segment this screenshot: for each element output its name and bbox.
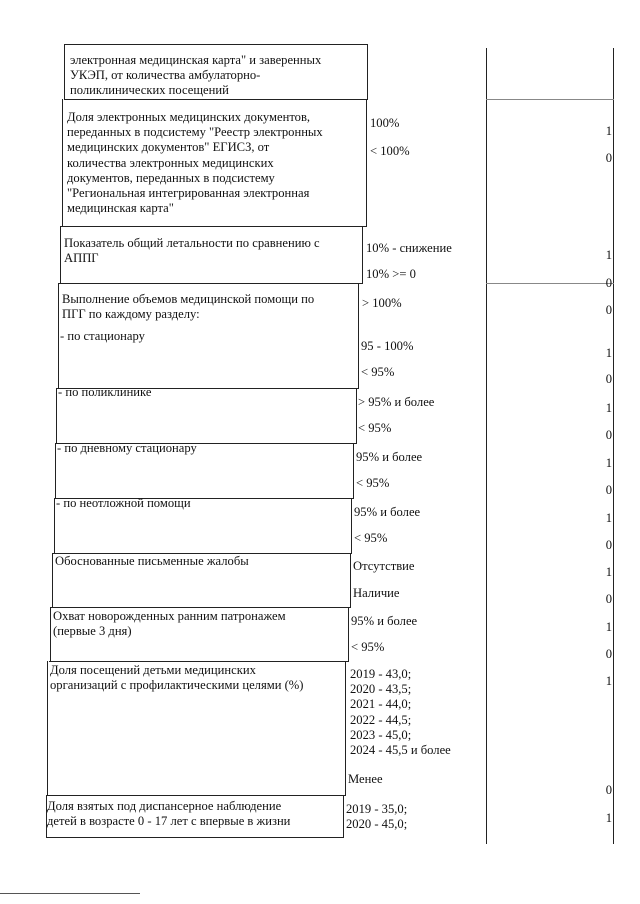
criterion-text: Отсутствие bbox=[353, 559, 415, 573]
indicator-text: - по неотложной помощи bbox=[56, 496, 191, 510]
criterion-text: 100% bbox=[370, 116, 400, 130]
score-value: 1 bbox=[605, 456, 612, 470]
criterion-text: 95% и более bbox=[354, 505, 421, 519]
score-value: 1 bbox=[605, 674, 612, 688]
criterion-text: > 95% и более bbox=[358, 395, 435, 409]
column-border bbox=[348, 607, 349, 662]
score-border bbox=[486, 99, 614, 100]
row-border bbox=[46, 837, 344, 838]
row-border bbox=[64, 44, 368, 45]
column-border bbox=[55, 443, 56, 499]
score-value: 1 bbox=[605, 565, 612, 579]
column-border bbox=[358, 283, 359, 389]
score-value: 0 bbox=[605, 647, 612, 661]
row-border bbox=[49, 661, 349, 662]
score-value: 0 bbox=[605, 783, 612, 797]
column-border bbox=[353, 443, 354, 499]
score-value: 1 bbox=[605, 811, 612, 825]
row-border bbox=[59, 283, 363, 284]
criterion-text: 95% и более bbox=[356, 450, 423, 464]
criterion-text: 10% >= 0 bbox=[366, 267, 416, 281]
column-border bbox=[47, 661, 48, 796]
column-border bbox=[350, 553, 351, 608]
column-border bbox=[351, 498, 352, 554]
column-border bbox=[58, 283, 59, 389]
score-value: 1 bbox=[605, 346, 612, 360]
column-border bbox=[56, 388, 57, 444]
column-border bbox=[60, 226, 61, 284]
column-border bbox=[52, 553, 53, 608]
row-border bbox=[51, 607, 351, 608]
criterion-text: 95 - 100% bbox=[361, 339, 414, 353]
score-value: 0 bbox=[605, 538, 612, 552]
column-border bbox=[64, 44, 65, 100]
criterion-text: < 95% bbox=[351, 640, 385, 654]
criterion-text: 2019 - 43,0; 2020 - 43,5; 2021 - 44,0; 2022 - 44,5; 2023 - 45,0; 2024 - 45,5 и более bbox=[350, 667, 451, 758]
criterion-text: 95% и более bbox=[351, 614, 418, 628]
column-border bbox=[486, 48, 487, 844]
score-value: 1 bbox=[605, 248, 612, 262]
indicator-text: - по поликлинике bbox=[58, 385, 152, 399]
row-border bbox=[46, 795, 346, 796]
criterion-text: < 95% bbox=[354, 531, 388, 545]
column-border bbox=[345, 661, 346, 796]
criterion-text: Наличие bbox=[353, 586, 400, 600]
indicator-text: - по дневному стационару bbox=[57, 441, 197, 455]
indicator-text: электронная медицинская карта" и заверенных УКЭП, от количества амбулаторно- поликлинических посещений bbox=[70, 53, 322, 98]
column-border bbox=[62, 99, 63, 227]
score-value: 1 bbox=[605, 511, 612, 525]
score-value: 0 bbox=[605, 151, 612, 165]
row-border bbox=[61, 226, 367, 227]
criterion-text: 10% - снижение bbox=[366, 241, 452, 255]
score-value: 1 bbox=[605, 401, 612, 415]
indicator-text: Обоснованные письменные жалобы bbox=[55, 554, 249, 568]
indicator-text: Охват новорожденных ранним патронажем (первые 3 дня) bbox=[53, 609, 286, 639]
column-border bbox=[613, 48, 614, 844]
criterion-text: 2019 - 35,0; 2020 - 45,0; bbox=[346, 802, 408, 832]
column-border bbox=[362, 226, 363, 284]
row-border bbox=[64, 99, 368, 100]
criterion-text: > 100% bbox=[362, 296, 402, 310]
score-value: 0 bbox=[605, 428, 612, 442]
column-border bbox=[50, 607, 51, 662]
criterion-text: < 100% bbox=[370, 144, 410, 158]
column-border bbox=[367, 44, 368, 100]
score-value: 1 bbox=[605, 620, 612, 634]
criterion-text: < 95% bbox=[358, 421, 392, 435]
score-value: 0 bbox=[605, 372, 612, 386]
score-value: 0 bbox=[605, 483, 612, 497]
indicator-text: Показатель общий летальности по сравнению с АППГ bbox=[64, 236, 320, 266]
score-border bbox=[486, 283, 614, 284]
indicator-text: Доля посещений детьми медицинских организаций с профилактическими целями (%) bbox=[50, 663, 304, 693]
column-border bbox=[356, 388, 357, 444]
column-border bbox=[54, 498, 55, 554]
sub-indicator-text: - по стационару bbox=[60, 329, 145, 343]
score-value: 0 bbox=[605, 592, 612, 606]
score-value: 1 bbox=[605, 124, 612, 138]
footer-rule bbox=[0, 893, 140, 894]
indicator-text: Выполнение объемов медицинской помощи по ПГГ по каждому разделу: bbox=[62, 292, 315, 322]
criterion-text: < 95% bbox=[361, 365, 395, 379]
criterion-text: < 95% bbox=[356, 476, 390, 490]
indicator-text: Доля взятых под диспансерное наблюдение детей в возрасте 0 - 17 лет с впервые в жизни bbox=[47, 799, 291, 829]
indicator-text: Доля электронных медицинских документов, переданных в подсистему "Реестр электронных медицинских документов" ЕГИСЗ, от количества электронных медицинских документов, переданных в подсистему "Региональная интегрированная электронная медицинская карта" bbox=[67, 110, 323, 216]
criterion-text: Менее bbox=[348, 772, 383, 786]
column-border bbox=[366, 99, 367, 227]
score-value: 0 bbox=[605, 303, 612, 317]
score-value: 0 bbox=[605, 276, 612, 290]
